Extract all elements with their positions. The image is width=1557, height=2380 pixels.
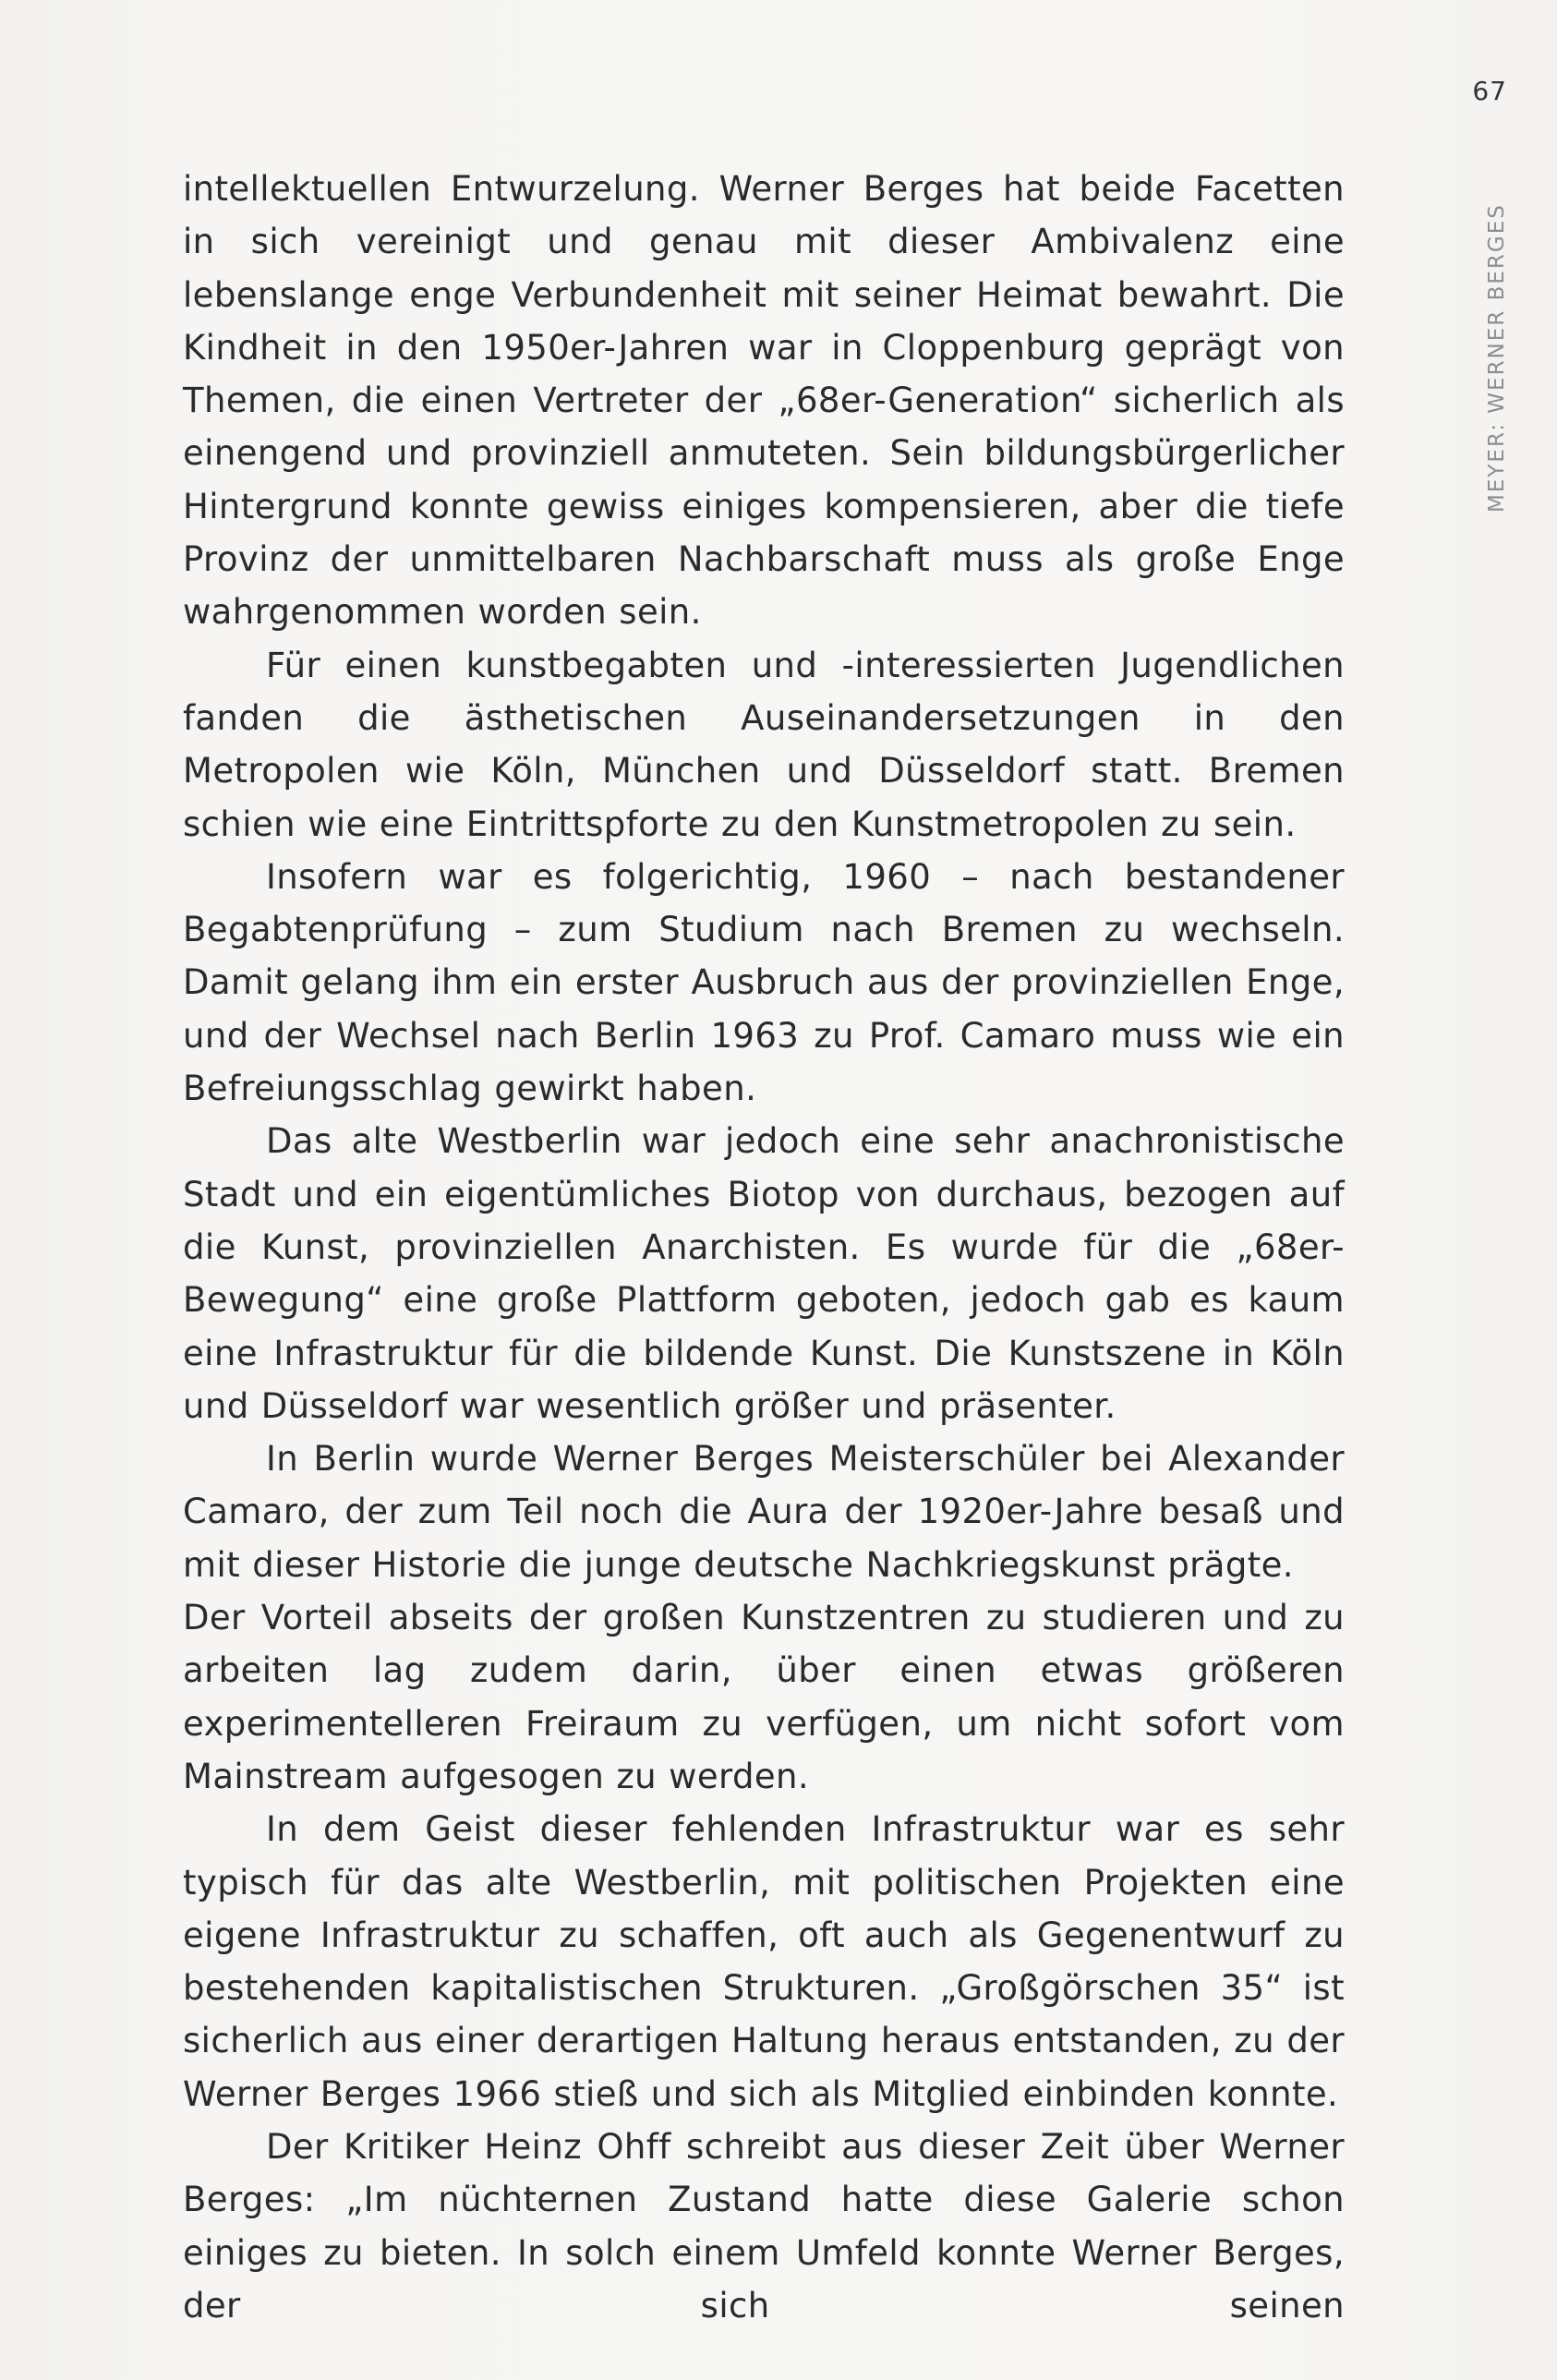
paragraph-7: In dem Geist dieser fehlenden Infrastruktur war es sehr typisch für das alte Westberlin, mit politischen Projekten eine eigene Infrastruktur zu schaffen, oft auch als Gegenentwurf zu bestehenden kapitalistischen Strukturen. „Großgörschen 35“ ist sicherlich aus einer derartigen Haltung heraus entstanden, zu der Werner Berges 1966 stieß und sich als Mitglied einbinden konnte. bbox=[183, 1809, 1345, 2114]
page-number: 67 bbox=[1472, 76, 1507, 106]
running-head: MEYER: WERNER BERGES bbox=[1485, 203, 1509, 513]
paragraph-4: Das alte Westberlin war jedoch eine sehr anachronistische Stadt und ein eigentümliches Biotop von durchaus, bezogen auf die Kunst, provinziellen Anarchisten. Es wurde für die „68er-Bewegung“ eine große Plattform geboten, jedoch gab es kaum eine Infrastruktur für die bildende Kunst. Die Kunstszene in Köln und Düsseldorf war wesentlich größer und präsenter. bbox=[183, 1121, 1345, 1426]
paragraph-1: intellektuellen Entwurzelung. Werner Berges hat beide Facetten in sich vereinigt und genau mit dieser Ambivalenz eine lebenslange enge Verbundenheit mit seiner Heimat bewahrt. Die Kindheit in den 1950er-Jahren war in Cloppenburg geprägt von Themen, die einen Vertreter der „68er-Generation“ sicherlich als einengend und provinziell anmuteten. Sein bildungsbürgerlicher Hintergrund konnte gewiss einiges kompensieren, aber die tiefe Provinz der unmittelbaren Nachbarschaft muss als große Enge wahrgenommen worden sein. bbox=[183, 169, 1345, 633]
paragraph-8: Der Kritiker Heinz Ohff schreibt aus dieser Zeit über Werner Berges: „Im nüchternen Zustand hatte diese Galerie schon einiges zu bieten. In solch einem Umfeld konnte Werner Berges, der sich seinen bbox=[183, 2126, 1345, 2326]
paragraph-3: Insofern war es folgerichtig, 1960 – nach bestandener Begabtenprüfung – zum Studium nach Bremen zu wechseln. Damit gelang ihm ein erster Ausbruch aus der provinziellen Enge, und der Wechsel nach Berlin 1963 zu Prof. Camaro muss wie ein Befreiungsschlag gewirkt haben. bbox=[183, 856, 1345, 1109]
paragraph-5: In Berlin wurde Werner Berges Meisterschüler bei Alexander Camaro, der zum Teil noch die Aura der 1920er-Jahre besaß und mit dieser Historie die junge deutsche Nachkriegskunst prägte. bbox=[183, 1439, 1345, 1585]
paragraph-6: Der Vorteil abseits der großen Kunstzentren zu studieren und zu arbeiten lag zudem darin, über einen etwas größeren experimentelleren Freiraum zu verfügen, um nicht sofort vom Mainstream aufgesogen zu werden. bbox=[183, 1598, 1345, 1796]
paragraph-2: Für einen kunstbegabten und -interessierten Jugendlichen fanden die ästhetischen Auseinandersetzungen in den Metropolen wie Köln, München und Düsseldorf statt. Bremen schien wie eine Eintrittspforte zu den Kunstmetropolen zu sein. bbox=[183, 645, 1345, 844]
body-text bbox=[183, 163, 1345, 2332]
